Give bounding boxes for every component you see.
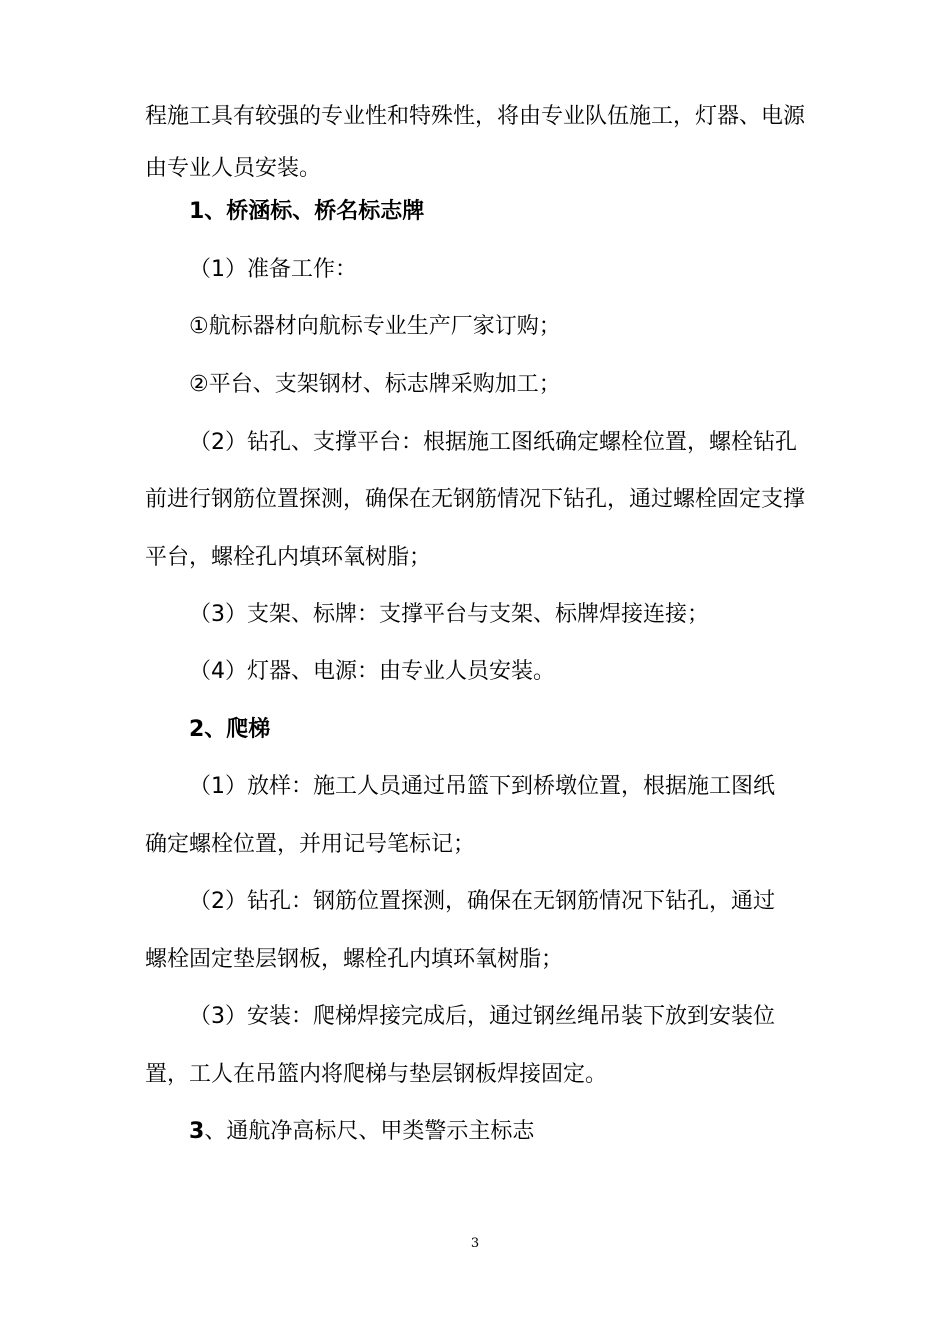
list-item: ②平台、支架钢材、标志牌采购加工； [189, 372, 561, 397]
section-heading: 1、桥涵标、桥名标志牌 [189, 199, 425, 224]
body-line: （3）安装：爬梯焊接完成后，通过钢丝绳吊装下放到安装位 [189, 1004, 775, 1029]
body-line: （3）支架、标牌：支撑平台与支架、标牌焊接连接； [189, 602, 709, 627]
body-line: 螺栓固定垫层钢板，螺栓孔内填环氧树脂； [145, 947, 564, 972]
body-line: 由专业人员安装。 [145, 156, 322, 181]
body-line: 确定螺栓位置，并用记号笔标记； [145, 832, 476, 857]
body-line: （2）钻孔、支撑平台：根据施工图纸确定螺栓位置，螺栓钻孔 [189, 430, 797, 455]
body-line: 平台，螺栓孔内填环氧树脂； [145, 545, 432, 570]
body-line: （2）钻孔：钢筋位置探测，确保在无钢筋情况下钻孔，通过 [189, 889, 775, 914]
page-number: 3 [470, 1236, 480, 1251]
body-line: （4）灯器、电源：由专业人员安装。 [189, 659, 555, 684]
section-heading-number: 3 [189, 1119, 205, 1144]
section-heading-text: 、通航净高标尺、甲类警示主标志 [204, 1119, 535, 1144]
list-item: ①航标器材向航标专业生产厂家订购； [189, 314, 561, 339]
body-line: 程施工具有较强的专业性和特殊性，将由专业队伍施工，灯器、电源 [145, 104, 806, 129]
section-heading: 2、爬梯 [189, 717, 271, 742]
sub-heading: （1）准备工作： [189, 257, 357, 282]
body-line: 前进行钢筋位置探测，确保在无钢筋情况下钻孔，通过螺栓固定支撑 [145, 487, 806, 512]
body-line: 置，工人在吊篮内将爬梯与垫层钢板焊接固定。 [145, 1062, 608, 1087]
section-heading [189, 1117, 534, 1147]
body-line: （1）放样：施工人员通过吊篮下到桥墩位置，根据施工图纸 [189, 774, 775, 799]
